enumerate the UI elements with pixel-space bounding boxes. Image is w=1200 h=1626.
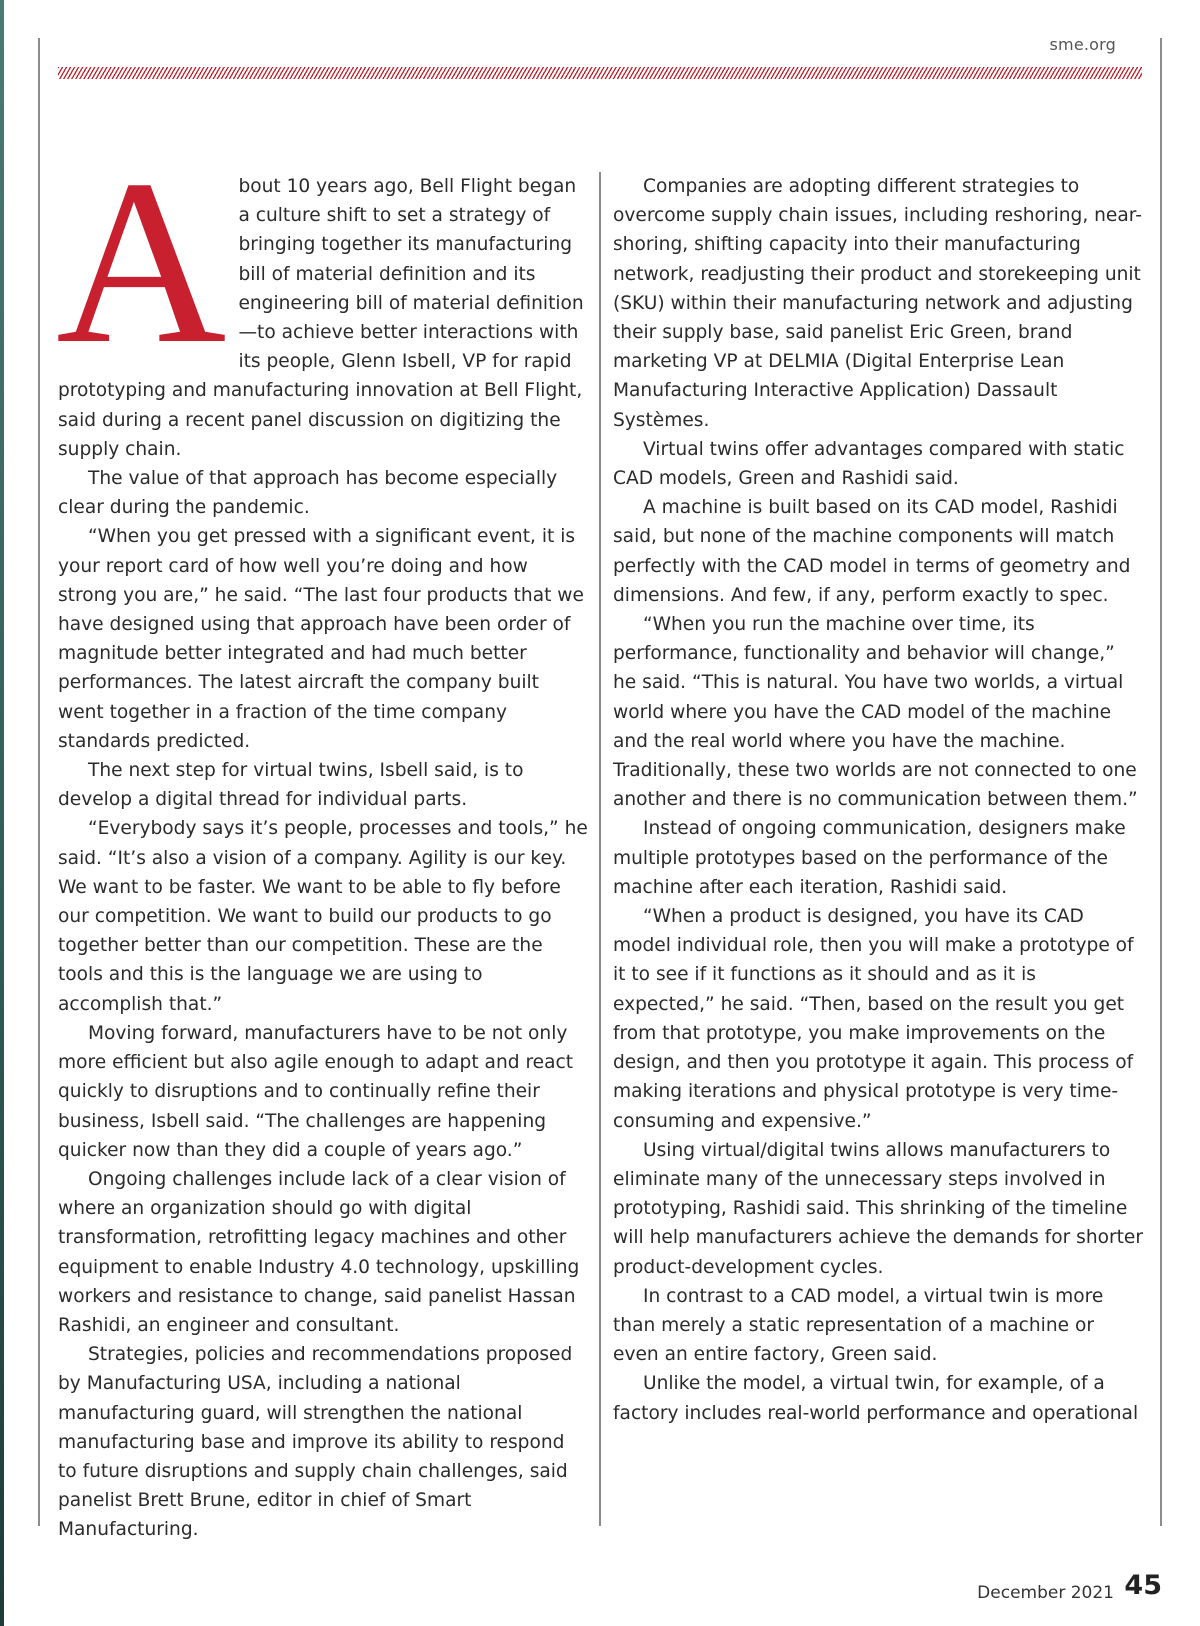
article-paragraph: Unlike the model, a virtual twin, for example, of a factory includes real-world performance and operational xyxy=(613,1373,1139,1424)
issue-date: December 2021 xyxy=(977,1583,1114,1603)
article-paragraph: Companies are adopting different strategies to overcome supply chain issues, including reshoring, near-shoring, shifting capacity into their manufacturing network, readjusting their product and storekeeping unit (SKU) within their manufacturing network and adjusting their supply base, said panelist Eric Green, brand marketing VP at DELMIA (Digital Enterprise Lean Manufacturing Interactive Application) Dassault Systèmes. xyxy=(613,176,1142,431)
article-paragraph: “Everybody says it’s people, processes and tools,” he said. “It’s also a vision of a company. Agility is our key. We want to be faster. We want to be able to fly before our competition. We want to build our products to go together better than our competition. These are the tools and this is the language we are using to accomplish that.” xyxy=(58,818,588,1015)
article-paragraph xyxy=(56,132,588,464)
page-number: 45 xyxy=(1124,1570,1162,1601)
article-paragraph: “When you get pressed with a significant event, it is your report card of how well you’re doing and how strong you are,” he said. “The last four products that we have designed using that approach have been order of magnitude better integrated and had much better performances. The latest aircraft the company built went together in a fraction of the time company standards predicted. xyxy=(58,526,584,752)
decorative-hatch-band xyxy=(58,67,1142,79)
article-paragraph: The next step for virtual twins, Isbell said, is to develop a digital thread for individual parts. xyxy=(58,760,524,811)
article-column-right xyxy=(613,172,1143,1428)
article-paragraph: “When you run the machine over time, its performance, functionality and behavior will change,” he said. “This is natural. You have two worlds, a virtual world where you have the CAD model of the machine and the real world where you have the machine. Traditionally, these two worlds are not connected to one another and there is no communication between them.” xyxy=(613,614,1138,811)
article-column-left xyxy=(56,132,588,1545)
site-url: sme.org xyxy=(1049,35,1116,54)
page-edge-strip xyxy=(0,0,4,1626)
article-paragraph: Instead of ongoing communication, designers make multiple prototypes based on the performance of the machine after each iteration, Rashidi said. xyxy=(613,818,1126,898)
article-paragraph: Ongoing challenges include lack of a clear vision of where an organization should go with digital transformation, retrofitting legacy machines and other equipment to enable Industry 4.0 technology, upskilling workers and resistance to change, said panelist Hassan Rashidi, an engineer and consultant. xyxy=(58,1168,580,1336)
drop-cap: A xyxy=(56,132,227,393)
right-border-rule xyxy=(1160,38,1162,1526)
article-paragraph: A machine is built based on its CAD model, Rashidi said, but none of the machine components will match perfectly with the CAD model in terms of geometry and dimensions. And few, if any, perform exactly to spec. xyxy=(613,497,1131,606)
article-paragraph: Using virtual/digital twins allows manufacturers to eliminate many of the unnecessary steps involved in prototyping, Rashidi said. This shrinking of the timeline will help manufacturers achieve the demands for shorter product-development cycles. xyxy=(613,1139,1144,1278)
article-paragraph: The value of that approach has become especially clear during the pandemic. xyxy=(58,468,558,519)
article-paragraph: Moving forward, manufacturers have to be not only more efficient but also agile enough to adapt and react quickly to disruptions and to continually refine their business, Isbell said. “The challenges are happening quicker now than they did a couple of years ago.” xyxy=(58,1022,574,1161)
article-paragraph: In contrast to a CAD model, a virtual twin is more than merely a static representation of a machine or even an entire factory, Green said. xyxy=(613,1285,1104,1366)
article-paragraph: “When a product is designed, you have its CAD model individual role, then you will make a prototype of it to see if it functions as it should and as it is expected,” he said. “Then, based on the result you get from that prototype, you make improvements on the design, and then you prototype it again. This process of making iterations and physical prototype is very time-consuming and expensive.” xyxy=(613,906,1134,1132)
paragraph-text: bout 10 years ago, Bell Flight began a culture shift to set a strategy of bringing together its manufacturing bill of material definition and its engineering bill of material definition—to achieve better interactions with its people, Glenn Isbell, VP for rapid prototyping and manufacturing innovation at Bell Flight, said during a recent panel discussion on digitizing the supply chain. xyxy=(58,176,584,460)
column-divider xyxy=(599,172,601,1526)
article-paragraph: Virtual twins offer advantages compared with static CAD models, Green and Rashidi said. xyxy=(613,438,1125,490)
left-border-rule xyxy=(38,38,40,1526)
article-paragraph: Strategies, policies and recommendations proposed by Manufacturing USA, including a national manufacturing guard, will strengthen the national manufacturing base and improve its ability to respond to future disruptions and supply chain challenges, said panelist Brett Brune, editor in chief of Smart Manufacturing. xyxy=(58,1344,573,1541)
